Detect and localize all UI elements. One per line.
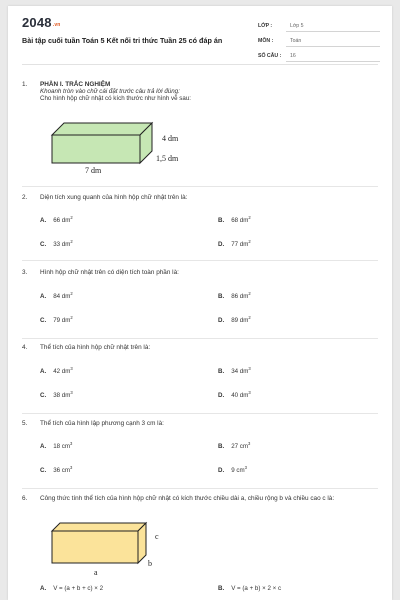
option-b[interactable]: B. V = (a + b) × 2 × c — [218, 585, 282, 592]
meta-key: MÔN : — [258, 38, 274, 44]
question-5 — [22, 420, 378, 488]
label-width: 1,5 dm — [156, 154, 179, 163]
section-instruction: Khoanh tròn vào chữ cái đặt trước câu trả lời đúng: — [40, 88, 180, 95]
question-4 — [22, 344, 378, 413]
cuboid-top-face — [52, 523, 146, 531]
option-d[interactable]: D. 77 $dm^2$ — [218, 239, 251, 248]
label-c: c — [155, 532, 159, 541]
option-c[interactable]: C. 38 $dm^3$ — [40, 390, 73, 399]
option-a[interactable]: A. 84 $dm^2$ — [40, 291, 73, 300]
question-3 — [22, 269, 378, 338]
worksheet-page — [8, 6, 392, 600]
option-a[interactable]: A. 18 $cm^3$ — [40, 441, 73, 450]
option-a[interactable]: A. 66 $dm^2$ — [40, 215, 73, 224]
meta-value: Toán — [290, 38, 302, 44]
option-d[interactable]: D. 89 $dm^2$ — [218, 315, 251, 324]
option-b[interactable]: B. 27 $cm^3$ — [218, 441, 251, 450]
cuboid-top-face — [52, 123, 152, 135]
option-d[interactable]: D. 9 $cm^3$ — [218, 465, 247, 474]
question-text: Công thức tính thể tích của hình hộp chữ nhật có kích thước chiều dài a, chiều rộng b và chiều cao c là: — [40, 495, 335, 502]
question-number: 4. — [22, 344, 28, 351]
option-c[interactable]: C. 33 $dm^2$ — [40, 239, 73, 248]
cuboid-figure — [40, 115, 220, 177]
cuboid-front-face — [52, 531, 138, 563]
option-c[interactable]: C. 36 $cm^3$ — [40, 465, 73, 474]
question-6 — [22, 495, 378, 595]
cuboid-front-face — [52, 135, 140, 163]
header-divider — [22, 64, 378, 65]
label-b: b — [148, 559, 152, 568]
label-length: 7 dm — [85, 166, 102, 175]
meta-value: Lớp 5 — [290, 23, 304, 29]
question-text: Thể tích của hình hộp chữ nhật trên là: — [40, 344, 151, 351]
meta-value: 16 — [290, 53, 296, 59]
site-logo[interactable] — [22, 15, 61, 30]
meta-key: SỐ CÂU : — [258, 53, 282, 59]
logo-main: 2048 — [22, 15, 52, 30]
option-c[interactable]: C. 79 $dm^2$ — [40, 315, 73, 324]
question-number: 1. — [22, 81, 28, 88]
option-b[interactable]: B. 86 $dm^2$ — [218, 291, 251, 300]
section-heading: PHẦN I. TRẮC NGHIỆM — [40, 81, 111, 88]
label-a: a — [94, 568, 98, 577]
document-title: Bài tập cuối tuần Toán 5 Kết nối tri thức Tuần 25 có đáp án — [22, 36, 223, 45]
option-d[interactable]: D. 40 $dm^3$ — [218, 390, 251, 399]
option-a[interactable]: A. V = (a + b + c) × 2 — [40, 585, 104, 592]
question-1 — [22, 81, 378, 186]
label-height: 4 dm — [162, 134, 179, 143]
meta-key: LỚP : — [258, 23, 273, 29]
question-number: 3. — [22, 269, 28, 276]
cuboid-figure-abc — [42, 517, 192, 579]
question-text: Hình hộp chữ nhật trên có diện tích toàn phần là: — [40, 269, 179, 276]
logo-sub: .vn — [52, 22, 61, 28]
question-text: Cho hình hộp chữ nhật có kích thước như hình vẽ sau: — [40, 95, 191, 102]
question-number: 5. — [22, 420, 28, 427]
option-b[interactable]: B. 34 $dm^3$ — [218, 366, 251, 375]
question-2 — [22, 194, 378, 260]
question-text: Diện tích xung quanh của hình hộp chữ nhật trên là: — [40, 194, 188, 201]
question-number: 2. — [22, 194, 28, 201]
question-text: Thể tích của hình lập phương cạnh 3 cm là: — [40, 420, 164, 427]
option-a[interactable]: A. 42 $dm^3$ — [40, 366, 73, 375]
option-b[interactable]: B. 68 $dm^2$ — [218, 215, 251, 224]
question-number: 6. — [22, 495, 28, 502]
